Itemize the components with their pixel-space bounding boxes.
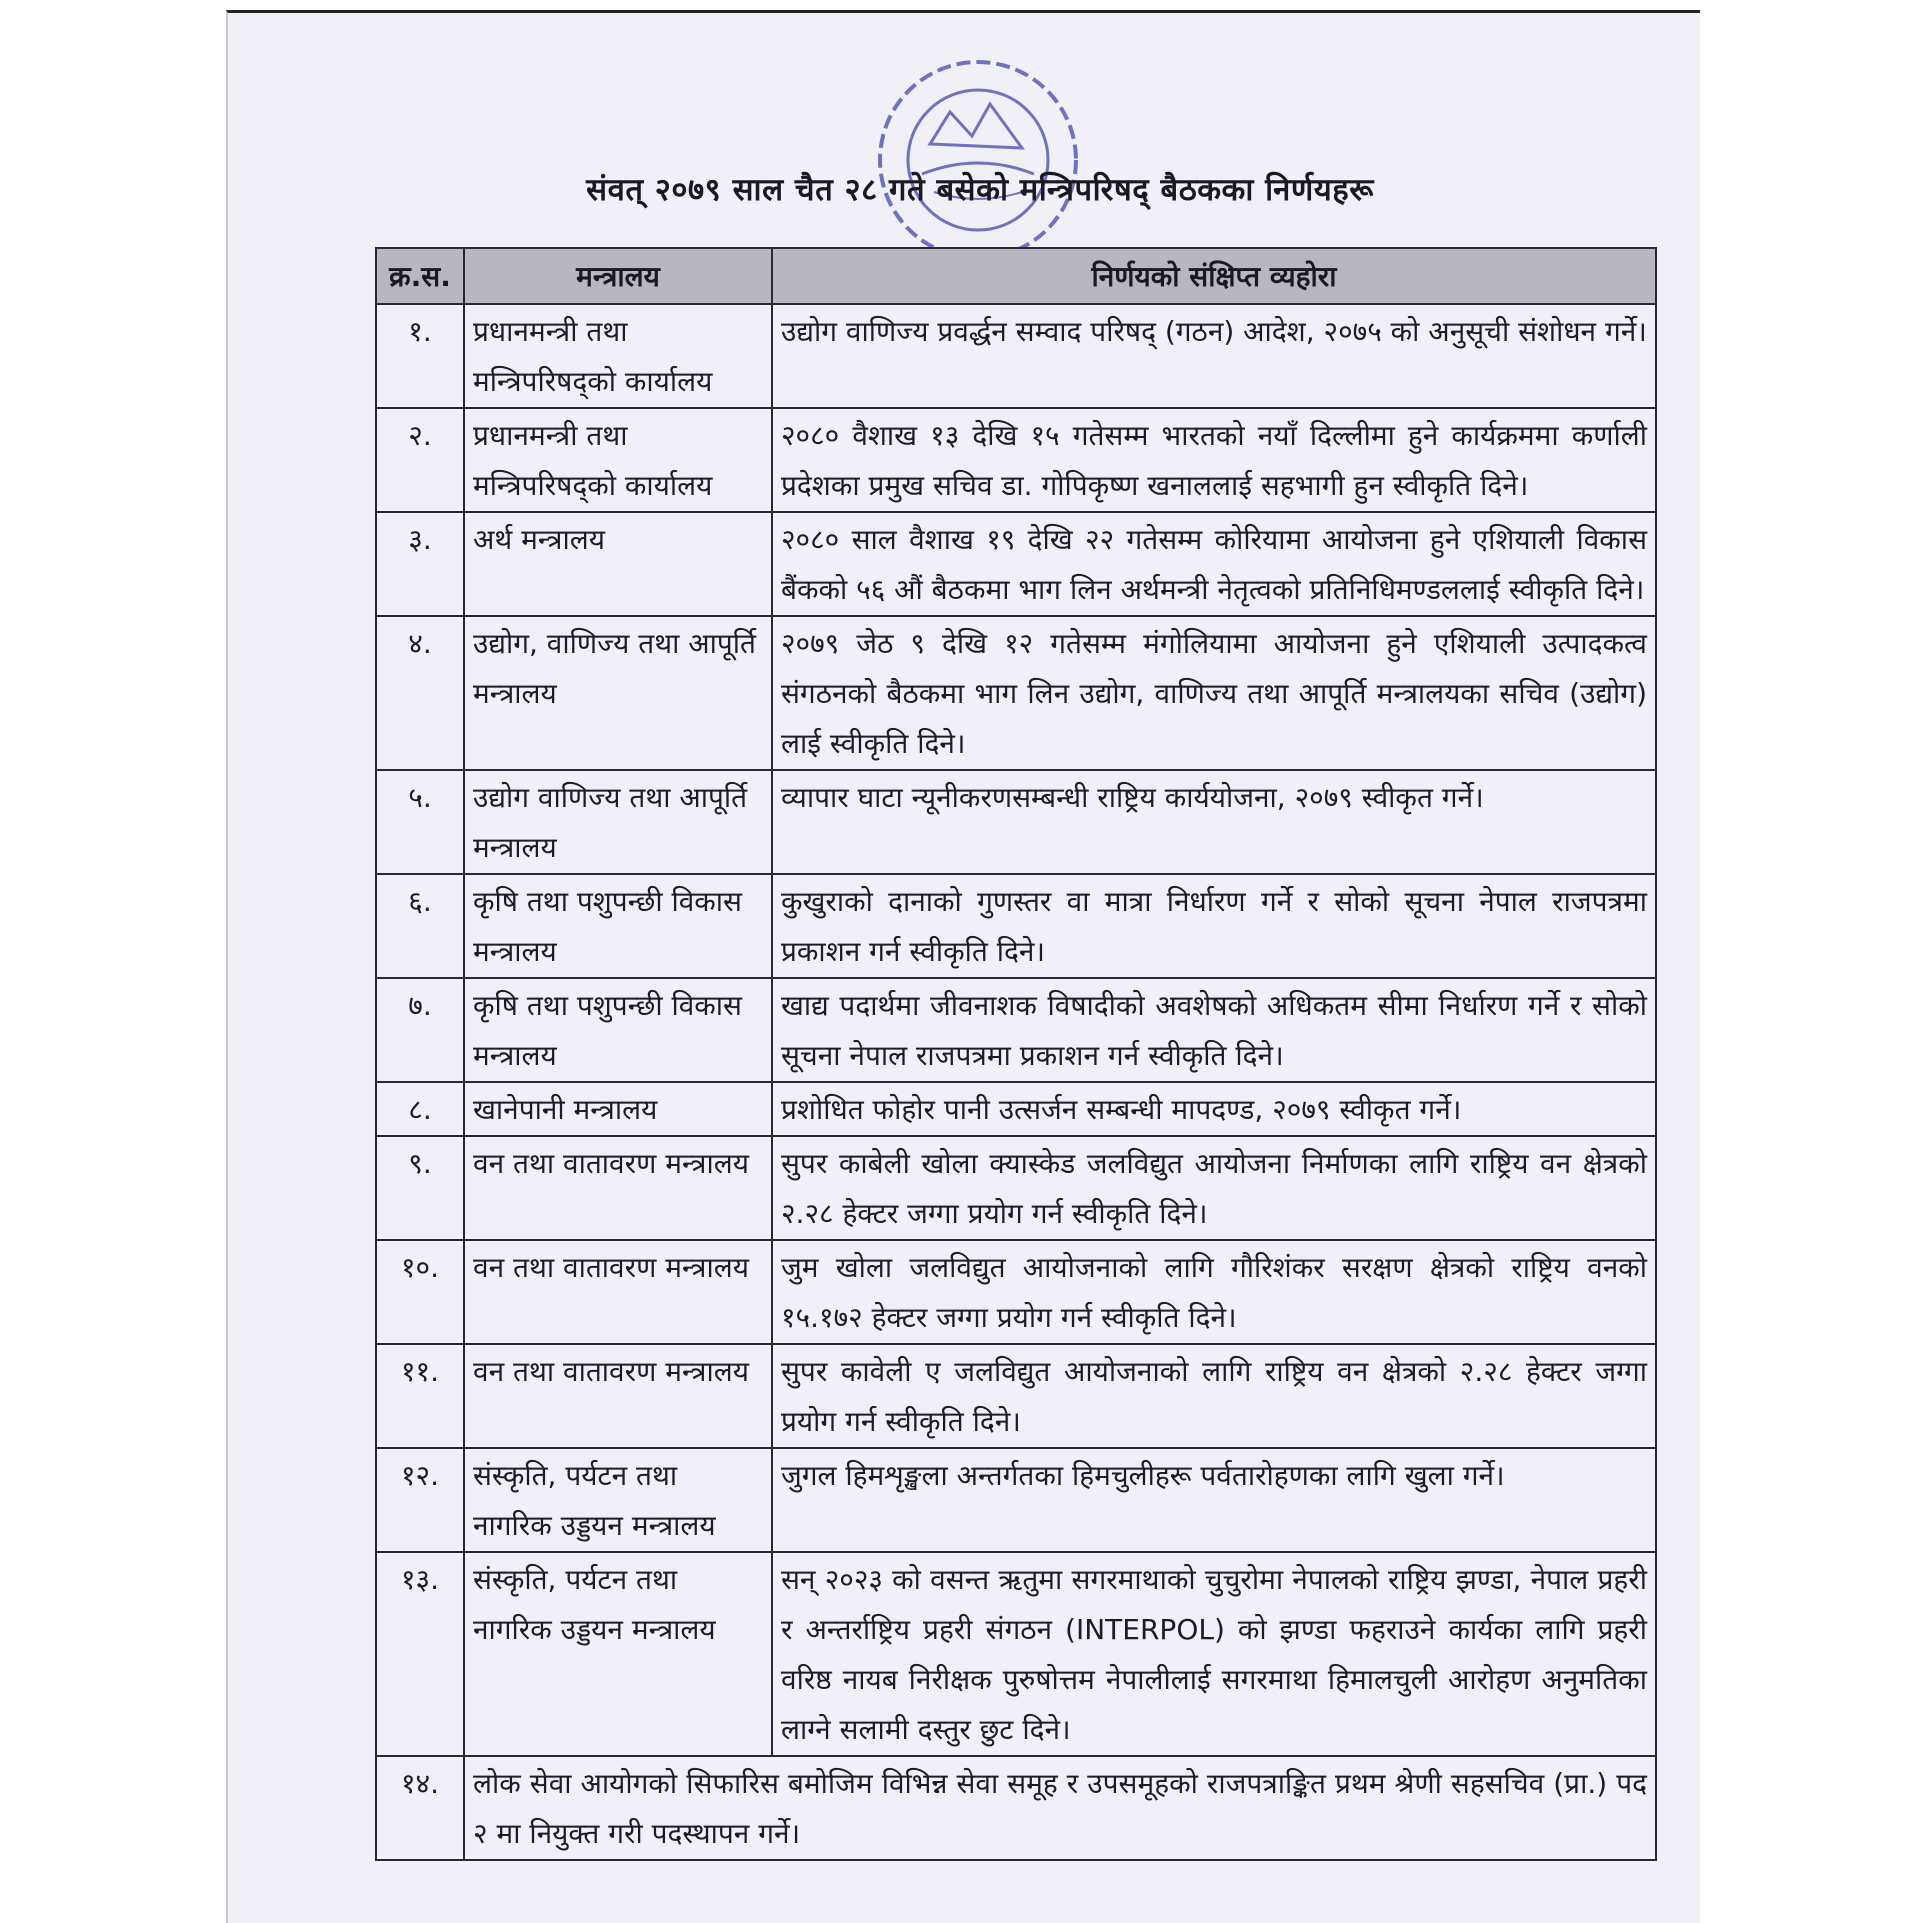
row-serial-number: ५. — [376, 770, 464, 874]
header-decision-summary: निर्णयको संक्षिप्त व्यहोरा — [772, 248, 1656, 304]
table-header-row — [376, 248, 1656, 304]
row-serial-number: १३. — [376, 1552, 464, 1756]
row-decision: उद्योग वाणिज्य प्रवर्द्धन सम्वाद परिषद् (गठन) आदेश, २०७५ को अनुसूची संशोधन गर्ने। — [772, 304, 1656, 408]
table-row — [376, 978, 1656, 1082]
document-title: संवत् २०७९ साल चैत २८ गते बसेको मन्त्रिपरिषद् बैठकका निर्णयहरू — [586, 172, 1374, 208]
table-row — [376, 1082, 1656, 1136]
table-row — [376, 616, 1656, 770]
row-decision-full-width: लोक सेवा आयोगको सिफारिस बमोजिम विभिन्न सेवा समूह र उपसमूहको राजपत्राङ्कित प्रथम श्रेणी सहसचिव (प्रा.) पद २ मा नियुक्त गरी पदस्थापन गर्ने। — [464, 1756, 1656, 1860]
table-row — [376, 512, 1656, 616]
row-serial-number: ६. — [376, 874, 464, 978]
seal-graphic — [872, 56, 1084, 266]
row-decision: जुगल हिमशृङ्खला अन्तर्गतका हिमचुलीहरू पर्वतारोहणका लागि खुला गर्ने। — [772, 1448, 1656, 1552]
row-ministry: कृषि तथा पशुपन्छी विकास मन्त्रालय — [464, 874, 772, 978]
table-row — [376, 1240, 1656, 1344]
row-serial-number: ३. — [376, 512, 464, 616]
header-serial-number: क्र.स. — [376, 248, 464, 304]
row-decision: कुखुराको दानाको गुणस्तर वा मात्रा निर्धारण गर्ने र सोको सूचना नेपाल राजपत्रमा प्रकाशन गर्न स्वीकृति दिने। — [772, 874, 1656, 978]
row-decision: २०८० साल वैशाख १९ देखि २२ गतेसम्म कोरियामा आयोजना हुने एशियाली विकास बैंकको ५६ औं बैठकमा भाग लिन अर्थमन्त्री नेतृत्वको प्रतिनिधिमण्डललाई स्वीकृति दिने। — [772, 512, 1656, 616]
row-ministry: वन तथा वातावरण मन्त्रालय — [464, 1344, 772, 1448]
table-row — [376, 408, 1656, 512]
row-serial-number: ९. — [376, 1136, 464, 1240]
table-row — [376, 304, 1656, 408]
row-decision: सुपर काबेली खोला क्यास्केड जलविद्युत आयोजना निर्माणका लागि राष्ट्रिय वन क्षेत्रको २.२८ हेक्टर जग्गा प्रयोग गर्न स्वीकृति दिने। — [772, 1136, 1656, 1240]
row-ministry: संस्कृति, पर्यटन तथा नागरिक उड्डयन मन्त्रालय — [464, 1552, 772, 1756]
table-row — [376, 770, 1656, 874]
table-row — [376, 1136, 1656, 1240]
row-serial-number: ११. — [376, 1344, 464, 1448]
row-decision: जुम खोला जलविद्युत आयोजनाको लागि गौरिशंकर सरक्षण क्षेत्रको राष्ट्रिय वनको १५.१७२ हेक्टर जग्गा प्रयोग गर्न स्वीकृति दिने। — [772, 1240, 1656, 1344]
row-serial-number: ८. — [376, 1082, 464, 1136]
table-row — [376, 1344, 1656, 1448]
row-ministry: अर्थ मन्त्रालय — [464, 512, 772, 616]
row-serial-number: ७. — [376, 978, 464, 1082]
ministry-seal-stamp — [872, 56, 1084, 266]
row-decision: सुपर कावेली ए जलविद्युत आयोजनाको लागि राष्ट्रिय वन क्षेत्रको २.२८ हेक्टर जग्गा प्रयोग गर्न स्वीकृति दिने। — [772, 1344, 1656, 1448]
row-ministry: खानेपानी मन्त्रालय — [464, 1082, 772, 1136]
row-serial-number: १२. — [376, 1448, 464, 1552]
header-ministry: मन्त्रालय — [464, 248, 772, 304]
row-serial-number: १४. — [376, 1756, 464, 1860]
table-row — [376, 1448, 1656, 1552]
row-decision: प्रशोधित फोहोर पानी उत्सर्जन सम्बन्धी मापदण्ड, २०७९ स्वीकृत गर्ने। — [772, 1082, 1656, 1136]
row-ministry: संस्कृति, पर्यटन तथा नागरिक उड्डयन मन्त्रालय — [464, 1448, 772, 1552]
row-decision: २०८० वैशाख १३ देखि १५ गतेसम्म भारतको नयाँ दिल्लीमा हुने कार्यक्रममा कर्णाली प्रदेशका प्रमुख सचिव डा. गोपिकृष्ण खनाललाई सहभागी हुन स्वीकृति दिने। — [772, 408, 1656, 512]
row-ministry: कृषि तथा पशुपन्छी विकास मन्त्रालय — [464, 978, 772, 1082]
row-decision: खाद्य पदार्थमा जीवनाशक विषादीको अवशेषको अधिकतम सीमा निर्धारण गर्ने र सोको सूचना नेपाल राजपत्रमा प्रकाशन गर्न स्वीकृति दिने। — [772, 978, 1656, 1082]
row-serial-number: ४. — [376, 616, 464, 770]
table-row-final — [376, 1756, 1656, 1860]
row-decision: २०७९ जेठ ९ देखि १२ गतेसम्म मंगोलियामा आयोजना हुने एशियाली उत्पादकत्व संगठनको बैठकमा भाग लिन उद्योग, वाणिज्य तथा आपूर्ति मन्त्रालयका सचिव (उद्योग) लाई स्वीकृति दिने। — [772, 616, 1656, 770]
row-ministry: वन तथा वातावरण मन्त्रालय — [464, 1136, 772, 1240]
row-ministry: प्रधानमन्त्री तथा मन्त्रिपरिषद्को कार्यालय — [464, 408, 772, 512]
row-ministry: प्रधानमन्त्री तथा मन्त्रिपरिषद्को कार्यालय — [464, 304, 772, 408]
row-decision: सन् २०२३ को वसन्त ऋतुमा सगरमाथाको चुचुरोमा नेपालको राष्ट्रिय झण्डा, नेपाल प्रहरी र अन्तर्राष्ट्रिय प्रहरी संगठन (INTERPOL) को झण्डा फहराउने कार्यका लागि प्रहरी वरिष्ठ नायब निरीक्षक पुरुषोत्तम नेपालीलाई सगरमाथा हिमालचुली आरोहण अनुमतिका लाग्ने सलामी दस्तुर छुट दिने। — [772, 1552, 1656, 1756]
decisions-table — [375, 247, 1657, 1861]
row-ministry: उद्योग, वाणिज्य तथा आपूर्ति मन्त्रालय — [464, 616, 772, 770]
row-ministry: उद्योग वाणिज्य तथा आपूर्ति मन्त्रालय — [464, 770, 772, 874]
row-ministry: वन तथा वातावरण मन्त्रालय — [464, 1240, 772, 1344]
row-decision: व्यापार घाटा न्यूनीकरणसम्बन्धी राष्ट्रिय कार्ययोजना, २०७९ स्वीकृत गर्ने। — [772, 770, 1656, 874]
table-row — [376, 1552, 1656, 1756]
row-serial-number: १. — [376, 304, 464, 408]
row-serial-number: २. — [376, 408, 464, 512]
table-row — [376, 874, 1656, 978]
row-serial-number: १०. — [376, 1240, 464, 1344]
